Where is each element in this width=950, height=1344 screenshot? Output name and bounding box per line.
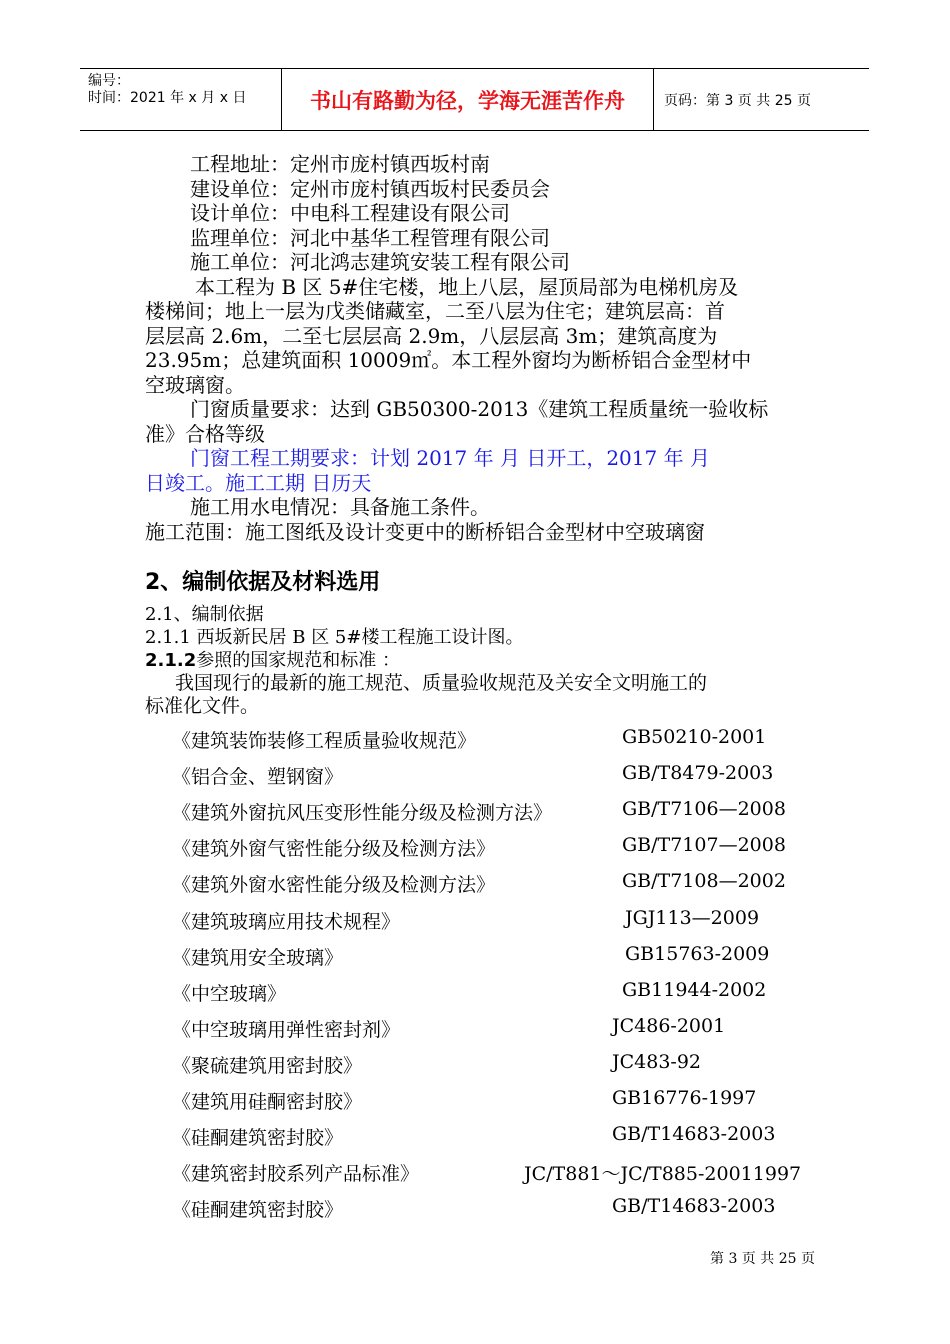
standard-row: [0, 834, 950, 870]
standard-name: 《建筑外窗抗风压变形性能分级及检测方法》: [172, 802, 553, 825]
standard-row: [0, 979, 950, 1015]
standard-name: 《铝合金、塑钢窗》: [172, 766, 344, 789]
header-meta: [80, 69, 282, 130]
standard-code: GB50210-2001: [622, 726, 767, 748]
schedule-requirement: 日竣工。施工工期 日历天: [145, 470, 372, 495]
intro-line: 我国现行的最新的施工规范、质量验收规范及关安全文明施工的: [175, 672, 708, 694]
project-description-line: 楼梯间；地上一层为戊类储藏室，二至八层为住宅；建筑层高：首: [145, 299, 725, 323]
standard-row: [0, 1123, 950, 1159]
project-description-line: 层层高 2.6m，二至七层层高 2.9m，八层层高 3m；建筑高度为: [145, 323, 718, 348]
scope: 施工范围：施工图纸及设计变更中的断桥铝合金型材中空玻璃窗: [145, 519, 705, 544]
standard-code: JC/T881～JC/T885-20011997: [524, 1163, 802, 1186]
page-header: [80, 68, 869, 131]
utilities: 施工用水电情况：具备施工条件。: [190, 495, 490, 519]
standard-name: 《建筑用安全玻璃》: [172, 946, 344, 969]
subsection-item: [145, 649, 815, 672]
standard-code: GB/T14683-2003: [612, 1123, 776, 1146]
page-footer: 第 3 页 共 25 页: [710, 1251, 815, 1267]
standard-row: [0, 870, 950, 906]
standard-code: JC486-2001: [612, 1014, 726, 1037]
quality-requirement: 准》合格等级: [145, 421, 265, 446]
project-description-line: 23.95m；总建筑面积 10009㎡。本工程外窗均为断桥铝合金型材中: [145, 348, 752, 372]
standard-row: [0, 1051, 950, 1087]
standard-name: 《硅酮建筑密封胶》: [172, 1127, 344, 1150]
intro-line: 标准化文件。: [145, 695, 260, 717]
standard-code: GB/T7107—2008: [622, 834, 786, 857]
project-designer: 设计单位：中电科工程建设有限公司: [190, 201, 510, 225]
header-page-label: 页码：第 3 页 共 25 页: [664, 92, 811, 109]
subsection-text: 参照的国家规范和标准 ：: [196, 650, 400, 671]
project-builder: 建设单位：定州市庞村镇西坂村民委员会: [190, 176, 550, 201]
standard-code: GB/T8479-2003: [622, 762, 774, 785]
standard-code: JGJ113—2009: [625, 906, 760, 929]
standard-row: [0, 1087, 950, 1123]
standard-name: 《建筑用硅酮密封胶》: [172, 1091, 363, 1113]
standard-name: 《聚硫建筑用密封胶》: [172, 1054, 363, 1077]
standard-row: [0, 943, 950, 979]
standard-row: [0, 798, 950, 834]
schedule-requirement: 门窗工程工期要求：计划 2017 年 月 日开工，2017 年 月: [190, 446, 710, 470]
project-info: [145, 152, 815, 544]
standard-name: 《硅酮建筑密封胶》: [172, 1199, 344, 1222]
project-contractor: 施工单位：河北鸿志建筑安装工程有限公司: [190, 250, 570, 274]
time-label: 时间：2021 年 x 月 x 日: [88, 90, 247, 106]
standard-code: GB15763-2009: [625, 942, 770, 965]
project-description-line: 空玻璃窗。: [145, 372, 245, 397]
standard-row: [0, 762, 950, 798]
standard-name: 《建筑装饰装修工程质量验收规范》: [172, 730, 477, 752]
standard-row: [0, 1159, 950, 1195]
section-heading: 2、编制依据及材料选用: [145, 570, 381, 595]
standard-name: 《中空玻璃》: [172, 982, 287, 1005]
standard-name: 《建筑外窗水密性能分级及检测方法》: [172, 874, 496, 897]
number-label: 编号：: [88, 73, 130, 89]
standard-code: GB11944-2002: [622, 978, 767, 1001]
standard-row: [0, 1015, 950, 1051]
standard-name: 《中空玻璃用弹性密封剂》: [172, 1018, 401, 1041]
standard-code: GB/T14683-2003: [612, 1195, 776, 1218]
standard-name: 《建筑外窗气密性能分级及检测方法》: [172, 838, 496, 861]
standard-code: GB/T7106—2008: [622, 798, 786, 821]
standard-name: 《建筑密封胶系列产品标准》: [172, 1163, 420, 1186]
standard-code: GB/T7108—2002: [622, 870, 786, 893]
quality-requirement: 门窗质量要求：达到 GB50300-2013《建筑工程质量统一验收标: [190, 397, 769, 421]
standard-row: [0, 1195, 950, 1231]
basis-block: [145, 603, 815, 718]
project-supervisor: 监理单位：河北中基华工程管理有限公司: [190, 225, 550, 250]
standard-row: [0, 907, 950, 943]
standard-code: JC483-92: [612, 1050, 702, 1073]
header-motto: 书山有路勤为径，学海无涯苦作舟: [282, 69, 654, 130]
subsection-item: 2.1.1 西坂新民居 B 区 5#楼工程施工设计图。: [145, 627, 524, 648]
project-address: 工程地址：定州市庞村镇西坂村南: [190, 152, 490, 176]
standard-row: [0, 726, 950, 762]
project-description-line: 本工程为 B 区 5#住宅楼，地上八层，屋顶局部为电梯机房及: [195, 274, 739, 299]
standard-code: GB16776-1997: [612, 1087, 757, 1109]
standard-name: 《建筑玻璃应用技术规程》: [172, 910, 401, 933]
subsection-title: 2.1、编制依据: [145, 604, 264, 625]
subsection-number: 2.1.2: [145, 650, 197, 671]
